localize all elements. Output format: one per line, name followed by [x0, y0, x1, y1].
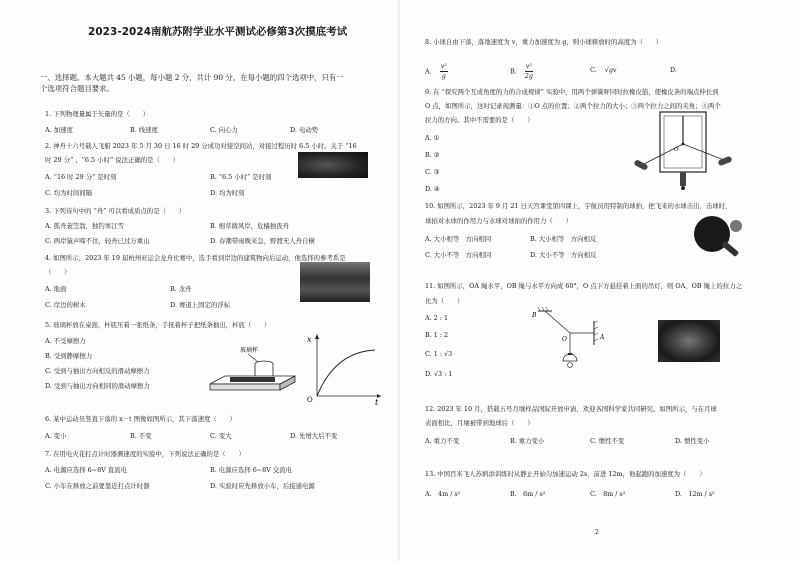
q4-stem-line1: 4. 如图所示，2023 年 19 届杭州亚运会龙舟比赛中，选手看到岸边的建筑物向后运动，他选择的参考系是: [45, 254, 346, 262]
right-column: [420, 0, 765, 561]
q10-option-b[interactable]: B. 大小相等 方向相反: [530, 235, 597, 243]
q5-option-c[interactable]: C. 受到与抽出方向相反的滑动摩擦力: [45, 367, 150, 375]
q10-option-d[interactable]: D. 大小不等 方向相反: [530, 251, 597, 259]
q6-xt-graph: [305, 330, 385, 405]
q6-option-a[interactable]: A. 变小: [45, 432, 67, 440]
q5-option-a[interactable]: A. 不受摩擦力: [45, 337, 86, 345]
q3-option-d[interactable]: D. 春潮带雨晚来急，野渡无人舟自横: [210, 237, 315, 245]
q9-stem-line2: O 点，如图所示，这时记录现测量：①O 点的位置；②两个拉力的大小；③两个拉力之间的夹角；④两个: [425, 102, 721, 110]
q12-stem-line2: 表面相比，月壤被带到地球后（ ）: [425, 419, 534, 427]
q9-stem-line3: 拉力的方向。其中不需要的是（ ）: [425, 116, 534, 124]
q8-a-den: g: [441, 72, 446, 80]
q12-option-c[interactable]: C. 惯性不变: [590, 437, 625, 445]
page-fold: [398, 0, 400, 561]
q10-option-c[interactable]: C. 大小不等 方向相同: [425, 251, 492, 259]
q9-option-b[interactable]: B. ②: [425, 151, 440, 159]
q11-option-a[interactable]: A. 2 : 1: [425, 314, 449, 322]
q8-b-den: 2g: [524, 72, 533, 80]
q5-option-b[interactable]: B. 受到静摩擦力: [45, 352, 93, 360]
q9-o-label: O: [674, 147, 679, 153]
q1-option-a[interactable]: A. 加速度: [45, 126, 73, 134]
q9-stem-line1: 9. 在 “探究两个互成角度的力的合成规律” 实验中，用两个弹簧秤同时拉橡皮筋，使橡皮条的端点伸长到: [425, 88, 719, 96]
section-line-1: 一、选择题。本大题共 45 小题，每小题 2 分，共计 90 分。在每小题的四个选项中，只有一: [40, 73, 344, 82]
q9-option-a[interactable]: A. ①: [425, 134, 440, 142]
page-number: 2: [595, 529, 599, 536]
q2-stem-line2: 时 29 分” 、“6.5 小时” 说法正确的是（ ）: [45, 156, 180, 164]
q11-option-d[interactable]: D. √3 : 1: [425, 370, 453, 378]
q7-option-d[interactable]: D. 实验时应先释放小车，后接通电源: [210, 482, 315, 490]
q6-option-d[interactable]: D. 先增大后不变: [290, 432, 338, 440]
q13-option-a[interactable]: A. 4m / s²: [425, 490, 461, 498]
graph-origin: O: [307, 396, 313, 404]
section-heading: [40, 72, 344, 94]
q4-dragonboat-photo: [300, 262, 370, 302]
q8-b-num: v²: [525, 62, 532, 70]
exam-title: 2023-2024南航苏附学业水平测试必修第3次摸底考试: [88, 26, 348, 38]
q10-paddle-figure: [688, 212, 748, 264]
q1-stem: 1. 下列物理量属于矢量的是（ ）: [45, 110, 149, 118]
q2-spacecraft-photo: [298, 152, 368, 178]
q8-b-letter: B.: [510, 67, 517, 76]
q5-cup-figure: [200, 340, 300, 402]
q8-a-num: v²: [440, 62, 447, 70]
q7-stem: 7. 在用电火花打点计时器测速度的实验中，下列说法正确的是（ ）: [45, 450, 245, 458]
q3-option-b[interactable]: B. 细草微风岸，危樯独夜舟: [210, 222, 290, 230]
q11-label-o: O: [562, 336, 567, 343]
q7-option-a[interactable]: A. 电源应选择 6~8V 直流电: [45, 466, 127, 474]
q9-option-c[interactable]: C. ③: [425, 168, 440, 176]
q6-stem: 6. 某中运动员竖直下落的 x－t 图像如图所示，其下落速度（ ）: [45, 415, 236, 423]
q11-lunar-soil-photo: [658, 320, 720, 362]
q11-label-a: A: [600, 334, 605, 341]
q8-option-b[interactable]: [510, 62, 533, 81]
q11-lamp-figure: [530, 305, 610, 375]
q8-option-d[interactable]: D.: [670, 66, 677, 74]
q12-option-b[interactable]: B. 重力变小: [510, 437, 545, 445]
q8-b-fraction: [525, 62, 533, 81]
q9-spring-figure: [630, 108, 740, 196]
q11-label-b: B: [532, 312, 537, 319]
q7-option-b[interactable]: B. 电源应选择 6~8V 交流电: [210, 466, 293, 474]
q7-option-c[interactable]: C. 小车在释放之前要靠近打点计时器: [45, 482, 150, 490]
q9-option-d[interactable]: D. ④: [425, 185, 440, 193]
q12-option-d[interactable]: D. 惯性变小: [675, 437, 710, 445]
q8-option-a[interactable]: [425, 62, 448, 81]
q13-option-d[interactable]: D. 12m / s²: [675, 490, 715, 498]
q11-stem-line2: 比为（ ）: [425, 297, 464, 305]
graph-x-label: x: [307, 335, 312, 344]
q12-stem-line1: 12. 2023 年 10 月，搭载五号月壤样品国际开放申请，欢迎各国科学家共同研究。如图所示，与在月球: [425, 405, 717, 413]
q5-stem: 5. 玻璃杯放在桌面，杯底压着一张纸条，手抚着杯子把纸条抽出，杯底（ ）: [45, 321, 271, 329]
q3-stem: 3. 下列诗句中的 “舟” 可以看成质点的是（ ）: [45, 207, 186, 215]
q4-stem-line2: （ ）: [45, 268, 71, 276]
q11-option-b[interactable]: B. 1 : 2: [425, 331, 449, 339]
left-column: [40, 0, 385, 561]
q3-option-a[interactable]: A. 孤舟蓑笠翁，独钓寒江雪: [45, 222, 124, 230]
q8-stem: 8. 小球自由下落，落地速度为 v，重力加速度为 g，则小球释放时的高度为（ ）: [425, 38, 663, 46]
q4-option-d[interactable]: D. 赛道上固定的浮标: [170, 301, 231, 309]
q10-stem-line1: 10. 如图所示，2023 年 9 月 21 日天宫课堂第四课上，宇航员用特制的球拍，把飞来的水球击出，击球时，: [425, 202, 732, 210]
q2-option-d[interactable]: D. 均为时刻: [210, 189, 245, 197]
q5-option-d[interactable]: D. 受到与抽出方向相同的滑动摩擦力: [45, 382, 150, 390]
q8-a-fraction: [440, 62, 448, 81]
graph-t-label: t: [375, 398, 379, 405]
q1-option-b[interactable]: B. 线速度: [130, 126, 158, 134]
q4-option-a[interactable]: A. 地面: [45, 285, 67, 293]
q12-option-a[interactable]: A. 重力不变: [425, 437, 460, 445]
cup-label: 玻璃杯: [240, 347, 259, 354]
q2-option-c[interactable]: C. 均为时间间隔: [45, 189, 93, 197]
q1-option-c[interactable]: C. 向心力: [210, 126, 238, 134]
q10-option-a[interactable]: A. 大小相等 方向相同: [425, 235, 492, 243]
q1-option-d[interactable]: D. 电动势: [290, 126, 319, 134]
q3-option-c[interactable]: C. 两岸猿声啼不住，轻舟已过万重山: [45, 237, 150, 245]
q2-option-a[interactable]: A. “16 时 29 分” 是时刻: [45, 173, 117, 181]
q4-option-b[interactable]: B. 龙舟: [170, 285, 192, 293]
section-line-2: 个选项符合题目要求。: [40, 84, 114, 93]
q13-option-b[interactable]: B. 6m / s²: [510, 490, 546, 498]
q8-option-c[interactable]: [590, 66, 617, 75]
q2-option-b[interactable]: B. “6.5 小时” 是时刻: [210, 173, 272, 181]
q8-a-letter: A.: [425, 67, 432, 76]
q13-option-c[interactable]: C. 8m / s²: [590, 490, 626, 498]
q13-stem: 13. 中国百米飞人苏炳添训练时从静止开始匀加速运动 2s，前进 12m，他起跑的加速度为（ ）: [425, 470, 706, 478]
q6-option-c[interactable]: C. 变大: [210, 432, 232, 440]
q4-option-c[interactable]: C. 岸边的树木: [45, 301, 86, 309]
q10-stem-line2: 球拍对水球的作用力与水球对球拍的作用力（ ）: [425, 217, 572, 225]
q8-c-letter: C.: [590, 66, 597, 74]
q11-option-c[interactable]: C. 1 : √3: [425, 350, 453, 358]
q6-option-b[interactable]: B. 不变: [130, 432, 152, 440]
q8-c-value: √gv: [604, 66, 617, 74]
q2-stem-line1: 2. 神舟十六号载人飞船 2023 年 5 月 30 日 16 时 29 分成功对接空间站，对接过程历时 6.5 小时。关于 “16: [45, 142, 357, 150]
q11-stem-line1: 11. 如图所示，OA 绳水平，OB 绳与水平方向成 60°，O 点下方悬挂着上面的吊灯，则 OA、OB 绳上的拉力之: [425, 282, 742, 290]
